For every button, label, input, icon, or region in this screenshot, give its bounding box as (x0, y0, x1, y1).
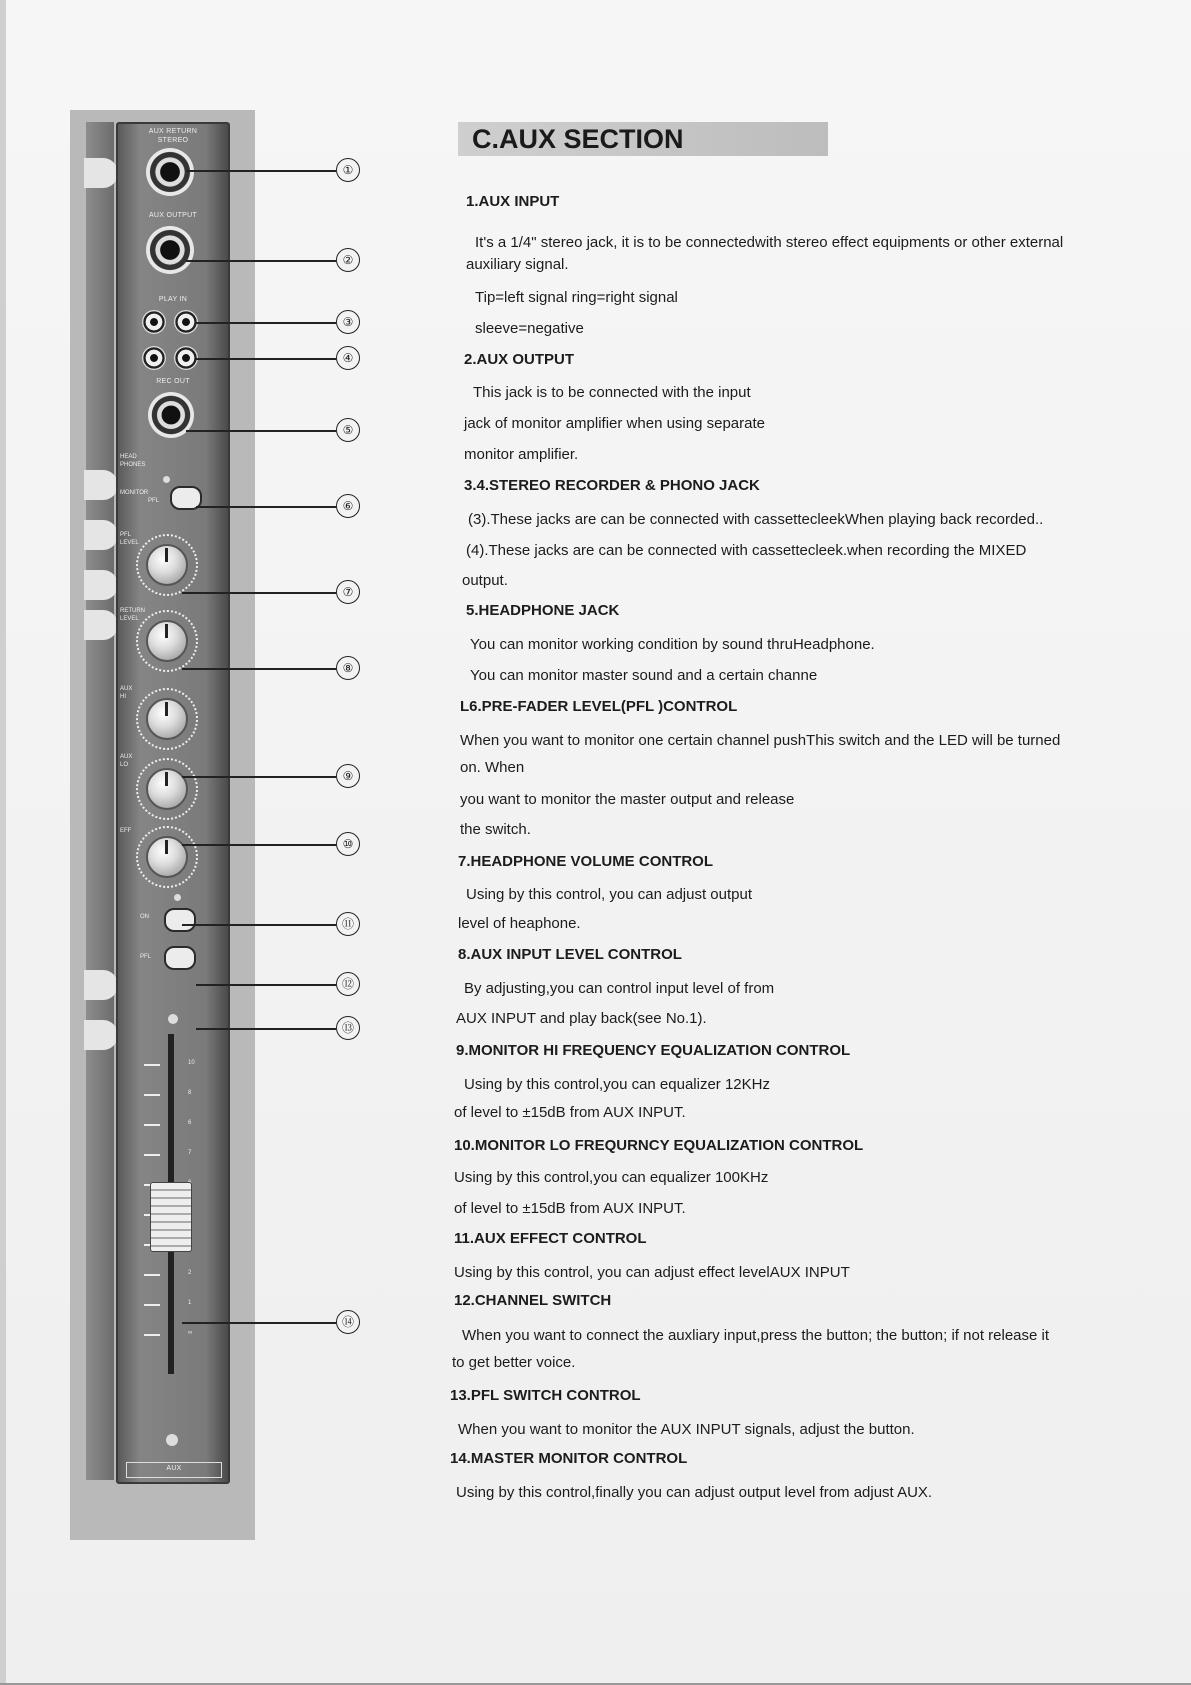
body-line: When you want to monitor one certain channel pushThis switch and the LED will be turned (460, 732, 1061, 749)
strip-name-box (126, 1462, 222, 1478)
body-line: on. When (460, 759, 525, 776)
callout-line-5 (186, 430, 336, 432)
hi-label: HI (120, 694, 126, 700)
body-line: Using by this control,finally you can adjust output level from adjust AUX. (456, 1484, 933, 1501)
channel-on-button[interactable] (164, 908, 196, 932)
body-line: of level to ±15dB from AUX INPUT. (454, 1200, 686, 1217)
body-line: (4).These jacks are can be connected with cassettecleek.when recording the MIXED (466, 542, 1027, 559)
body-line: When you want to connect the auxliary input,press the button; the button; if not release it (462, 1327, 1050, 1344)
monitor-label: MONITOR (120, 490, 149, 496)
body-line: of level to ±15dB from AUX INPUT. (454, 1104, 686, 1121)
callout-number-11: ⑪ (336, 912, 360, 936)
body-line: the switch. (460, 821, 531, 838)
rec-out-label: REC OUT (156, 378, 190, 385)
heading-channel-switch: 12.CHANNEL SWITCH (454, 1292, 612, 1309)
fader-scale-label: 6 (188, 1120, 192, 1126)
body-line: AUX INPUT and play back(see No.1). (456, 1010, 707, 1027)
head-label: HEAD (120, 454, 137, 460)
aux-hi-eq-knob[interactable] (146, 698, 188, 740)
callout-number-10: ⑩ (336, 832, 360, 856)
return-level-label: LEVEL (120, 616, 139, 622)
strip-bottom-label: AUX (166, 1465, 182, 1472)
body-line: By adjusting,you can control input level of from (464, 980, 775, 997)
side-knob-edge (84, 1020, 118, 1050)
fader-scale-label: 8 (188, 1090, 192, 1096)
heading-aux-effect: 11.AUX EFFECT CONTROL (454, 1230, 647, 1247)
aux-output-jack[interactable] (146, 226, 194, 274)
callout-number-2: ② (336, 248, 360, 272)
body-line: Using by this control,you can equalizer 12KHz (464, 1076, 770, 1093)
fader-scale-label: 1 (188, 1300, 192, 1306)
pfl-led (163, 476, 170, 483)
body-line: Using by this control,you can equalizer 100KHz (454, 1169, 769, 1186)
aux-input-jack[interactable] (146, 148, 194, 196)
fader-tick (144, 1304, 160, 1306)
callout-number-4: ④ (336, 346, 360, 370)
heading-master-monitor: 14.MASTER MONITOR CONTROL (450, 1450, 688, 1467)
aux-lo-label: AUX (120, 754, 133, 760)
fader-tick (144, 1154, 160, 1156)
callout-line-2 (186, 260, 336, 262)
fader-scale-label: ∞ (188, 1330, 193, 1336)
ground-screw (168, 1014, 178, 1024)
headphone-volume-knob[interactable] (146, 544, 188, 586)
callout-line-1 (186, 170, 336, 172)
pfl-button-label: PFL (140, 954, 152, 960)
page-edge (0, 0, 6, 1685)
heading-aux-output: 2.AUX OUTPUT (464, 351, 575, 368)
lo-label: LO (120, 762, 129, 768)
aux-output-label: AUX OUTPUT (148, 212, 198, 219)
fader-tick (144, 1124, 160, 1126)
section-title: C.AUX SECTION (472, 124, 684, 154)
stereo-label: STEREO (157, 137, 189, 144)
play-in-right-rca-jack[interactable] (174, 310, 198, 334)
body-line: Using by this control, you can adjust effect levelAUX INPUT (454, 1264, 850, 1281)
callout-line-13 (196, 1028, 336, 1030)
callout-number-13: ⑬ (336, 1016, 360, 1040)
callout-number-14: ⑭ (336, 1310, 360, 1334)
heading-aux-input-level: 8.AUX INPUT LEVEL CONTROL (458, 946, 682, 963)
aux-channel-strip (116, 122, 230, 1484)
master-fader-knob[interactable] (150, 1182, 192, 1252)
fader-tick (144, 1334, 160, 1336)
heading-monitor-hi-eq: 9.MONITOR HI FREQUENCY EQUALIZATION CONTROL (456, 1042, 851, 1059)
callout-number-12: ⑫ (336, 972, 360, 996)
adjacent-channel-edge (86, 122, 114, 1480)
aux-return-label: AUX RETURN (148, 128, 198, 135)
body-line: to get better voice. (452, 1354, 576, 1371)
callout-number-3: ③ (336, 310, 360, 334)
callout-line-9 (182, 776, 336, 778)
ground-screw (166, 1434, 178, 1446)
heading-headphone-volume: 7.HEADPHONE VOLUME CONTROL (458, 853, 714, 870)
callout-number-1: ① (336, 158, 360, 182)
aux-lo-eq-knob[interactable] (146, 768, 188, 810)
aux-hi-label: AUX (120, 686, 133, 692)
body-line: You can monitor master sound and a certain channe (470, 667, 818, 684)
callout-line-11 (182, 924, 336, 926)
return-label: RETURN (120, 608, 145, 614)
body-line: When you want to monitor the AUX INPUT signals, adjust the button. (458, 1421, 915, 1438)
body-line: jack of monitor amplifier when using separate (464, 415, 765, 432)
callout-line-7 (182, 592, 336, 594)
body-line: Using by this control, you can adjust output (466, 886, 752, 903)
body-line: sleeve=negative (475, 320, 584, 337)
callout-number-6: ⑥ (336, 494, 360, 518)
body-line: (3).These jacks are can be connected with cassettecleekWhen playing back recorded.. (468, 511, 1044, 528)
heading-monitor-lo-eq: 10.MONITOR LO FREQURNCY EQUALIZATION CONTROL (454, 1137, 864, 1154)
body-line: monitor amplifier. (464, 446, 579, 463)
on-label: ON (140, 914, 149, 920)
rec-out-left-rca-jack[interactable] (142, 346, 166, 370)
phones-label: PHONES (120, 462, 146, 468)
channel-on-led (174, 894, 181, 901)
aux-return-level-knob[interactable] (146, 620, 188, 662)
heading-pfl-switch: 13.PFL SWITCH CONTROL (450, 1387, 641, 1404)
callout-number-9: ⑨ (336, 764, 360, 788)
pfl-monitor-label: PFL (148, 498, 160, 504)
fader-tick (144, 1274, 160, 1276)
pfl-level-label: PFL (120, 532, 132, 538)
heading-headphone-jack: 5.HEADPHONE JACK (466, 602, 620, 619)
callout-line-6 (196, 506, 336, 508)
body-line: This jack is to be connected with the input (473, 384, 751, 401)
level-label: LEVEL (120, 540, 139, 546)
side-knob-edge (84, 470, 118, 500)
body-line: output. (462, 572, 508, 589)
play-in-label: PLAY IN (158, 296, 188, 303)
callout-line-10 (182, 844, 336, 846)
rec-out-right-rca-jack[interactable] (174, 346, 198, 370)
callout-number-7: ⑦ (336, 580, 360, 604)
side-knob-edge (84, 610, 118, 640)
body-line: It's a 1/4" stereo jack, it is to be connectedwith stereo effect equipments or other external (475, 234, 1064, 251)
heading-pfl-control: L6.PRE-FADER LEVEL(PFL )CONTROL (460, 698, 738, 715)
side-knob-edge (84, 570, 118, 600)
eff-label: EFF (120, 828, 132, 834)
callout-line-12 (196, 984, 336, 986)
fader-tick (144, 1094, 160, 1096)
side-knob-edge (84, 158, 118, 188)
fader-scale-label: 7 (188, 1150, 192, 1156)
callout-number-5: ⑤ (336, 418, 360, 442)
body-line: Tip=left signal ring=right signal (475, 289, 678, 306)
fader-scale-label: 2 (188, 1270, 192, 1276)
callout-number-8: ⑧ (336, 656, 360, 680)
heading-stereo-recorder: 3.4.STEREO RECORDER & PHONO JACK (464, 477, 760, 494)
callout-line-4 (196, 358, 336, 360)
callout-line-3 (196, 322, 336, 324)
side-knob-edge (84, 520, 118, 550)
play-in-left-rca-jack[interactable] (142, 310, 166, 334)
body-line: you want to monitor the master output and release (460, 791, 795, 808)
fader-tick (144, 1064, 160, 1066)
fader-scale-label: 10 (188, 1060, 195, 1066)
callout-line-8 (182, 668, 336, 670)
pfl-switch-button[interactable] (164, 946, 196, 970)
aux-effect-knob[interactable] (146, 836, 188, 878)
body-line: You can monitor working condition by sound thruHeadphone. (470, 636, 875, 653)
body-line: level of heaphone. (458, 915, 581, 932)
side-knob-edge (84, 970, 118, 1000)
callout-line-14 (182, 1322, 336, 1324)
body-line: auxiliary signal. (466, 256, 569, 273)
heading-aux-input: 1.AUX INPUT (466, 193, 560, 210)
